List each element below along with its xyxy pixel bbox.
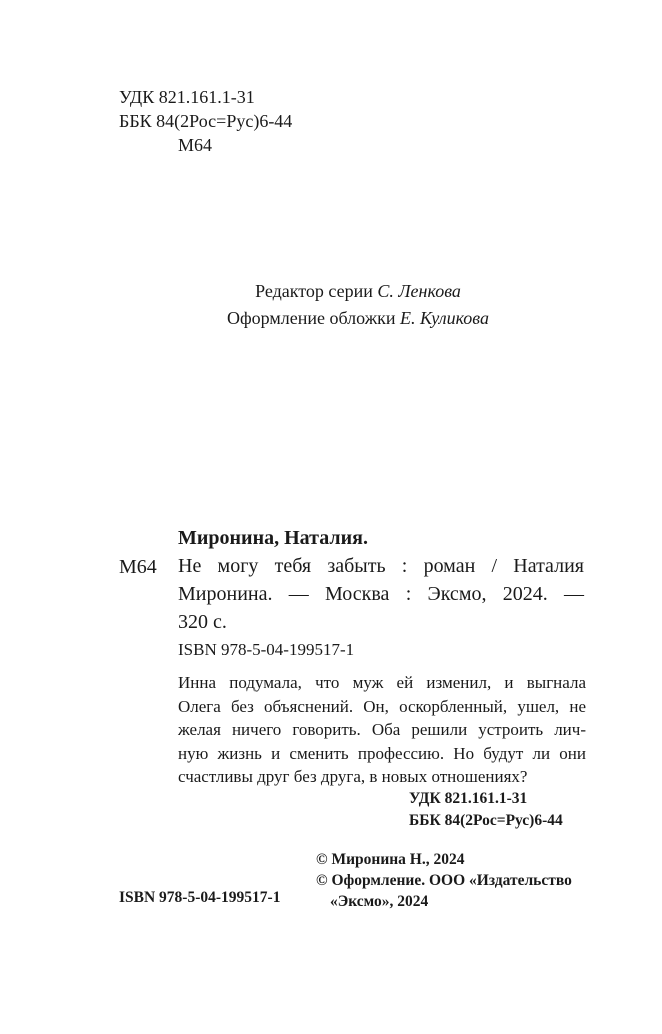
catalog-author-heading: Миронина, Наталия. <box>178 527 368 549</box>
series-editor-label: Редактор серии <box>255 281 378 301</box>
series-editor-credit <box>27 278 662 305</box>
annotation-line: Олега без объяснений. Он, оскорбленный, ушел, не <box>178 696 586 716</box>
bottom-isbn: ISBN 978-5-04-199517-1 <box>119 889 281 906</box>
annotation-line: желая ничего говорить. Оба решили устроить лич- <box>178 720 586 739</box>
bbk-code-top: ББК 84(2Рос=Рус)6-44 <box>119 111 293 131</box>
cover-design-credit <box>27 305 662 332</box>
copyright-design-line2: «Эксмо», 2024 <box>330 893 429 910</box>
bbk-code-bottom: ББК 84(2Рос=Рус)6-44 <box>409 812 563 829</box>
catalog-isbn: ISBN 978-5-04-199517-1 <box>178 640 355 659</box>
copyright-author: © Миронина Н., 2024 <box>316 851 465 868</box>
annotation-line: счастливы друг без друга, в новых отношениях? <box>178 767 528 786</box>
copyright-design-line1: © Оформление. ООО «Издательство <box>316 872 572 889</box>
annotation-line: ную жизнь и сменить профессию. Но будут ли они <box>178 743 586 763</box>
series-editor-name: С. Ленкова <box>377 281 461 301</box>
catalog-description-line: Не могу тебя забыть : роман / Наталия <box>178 555 584 577</box>
catalog-description <box>178 552 584 636</box>
author-mark-top: М64 <box>178 135 213 155</box>
catalog-description-line: Миронина. — Москва : Эксмо, 2024. — <box>178 583 584 605</box>
cover-design-name: Е. Куликова <box>400 308 490 328</box>
annotation-line: Инна подумала, что муж ей изменил, и выгнала <box>178 673 586 692</box>
udk-code-bottom: УДК 821.161.1-31 <box>409 790 528 807</box>
copyright-block <box>316 849 572 912</box>
bottom-codes <box>409 788 563 832</box>
catalog-author-mark: М64 <box>119 556 157 578</box>
annotation <box>178 671 586 789</box>
catalog-description-line: 320 с. <box>178 611 227 633</box>
cover-design-label: Оформление обложки <box>226 308 401 328</box>
udk-code-top: УДК 821.161.1-31 <box>119 87 255 107</box>
